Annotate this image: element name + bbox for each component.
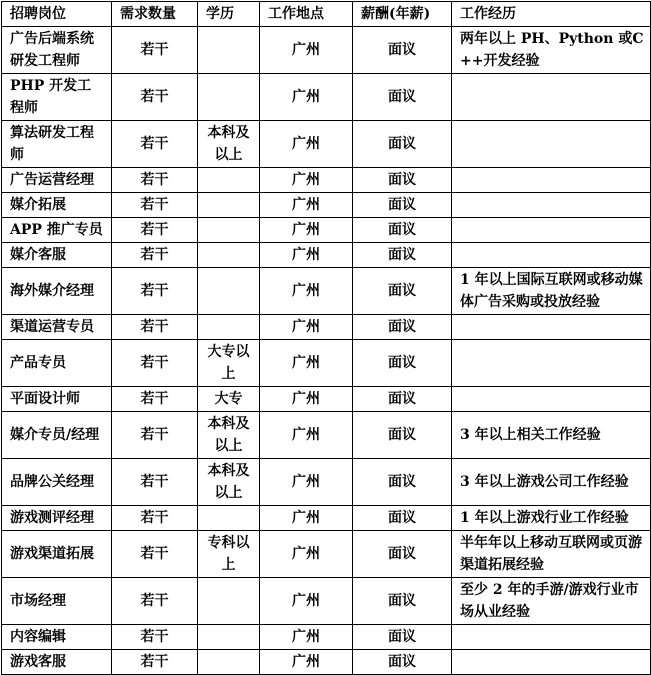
cell-position: 游戏客服 (2, 650, 112, 675)
cell-position: 产品专员 (2, 340, 112, 387)
cell-quantity: 若干 (112, 459, 198, 506)
table-row (2, 315, 651, 340)
cell-position: PHP 开发工程师 (2, 74, 112, 121)
cell-position: 平面设计师 (2, 387, 112, 412)
cell-education (198, 315, 260, 340)
cell-salary: 面议 (353, 121, 452, 168)
cell-location: 广州 (260, 340, 353, 387)
cell-position: 广告后端系统研发工程师 (2, 27, 112, 74)
cell-experience: 1 年以上国际互联网或移动媒体广告采购或投放经验 (452, 268, 651, 315)
cell-experience (452, 387, 651, 412)
cell-quantity: 若干 (112, 650, 198, 675)
cell-quantity: 若干 (112, 506, 198, 531)
cell-experience: 两年以上 PH、Python 或C++开发经验 (452, 27, 651, 74)
cell-education (198, 193, 260, 218)
cell-education (198, 168, 260, 193)
cell-location: 广州 (260, 27, 353, 74)
cell-location: 广州 (260, 412, 353, 459)
cell-position: 游戏渠道拓展 (2, 531, 112, 578)
cell-position: 媒介客服 (2, 243, 112, 268)
cell-salary: 面议 (353, 650, 452, 675)
cell-education (198, 243, 260, 268)
cell-position: APP 推广专员 (2, 218, 112, 243)
cell-position: 内容编辑 (2, 625, 112, 650)
cell-salary: 面议 (353, 506, 452, 531)
cell-position: 媒介拓展 (2, 193, 112, 218)
cell-education (198, 218, 260, 243)
cell-salary: 面议 (353, 243, 452, 268)
cell-salary: 面议 (353, 168, 452, 193)
cell-location: 广州 (260, 531, 353, 578)
cell-education: 专科以上 (198, 531, 260, 578)
cell-position: 媒介专员/经理 (2, 412, 112, 459)
cell-education (198, 578, 260, 625)
cell-location: 广州 (260, 243, 353, 268)
cell-salary: 面议 (353, 74, 452, 121)
cell-education (198, 650, 260, 675)
cell-location: 广州 (260, 506, 353, 531)
cell-location: 广州 (260, 193, 353, 218)
table-row (2, 531, 651, 578)
cell-experience: 3 年以上相关工作经验 (452, 412, 651, 459)
cell-location: 广州 (260, 168, 353, 193)
cell-education: 本科及以上 (198, 459, 260, 506)
cell-location: 广州 (260, 387, 353, 412)
cell-location: 广州 (260, 268, 353, 315)
cell-education: 大专 (198, 387, 260, 412)
cell-experience (452, 168, 651, 193)
cell-experience (452, 650, 651, 675)
cell-position: 品牌公关经理 (2, 459, 112, 506)
cell-position: 算法研发工程师 (2, 121, 112, 168)
cell-education (198, 506, 260, 531)
cell-education (198, 74, 260, 121)
table-row (2, 27, 651, 74)
cell-education (198, 27, 260, 74)
table-row (2, 218, 651, 243)
cell-position: 游戏测评经理 (2, 506, 112, 531)
cell-salary: 面议 (353, 27, 452, 74)
table-row (2, 168, 651, 193)
cell-salary: 面议 (353, 340, 452, 387)
cell-quantity: 若干 (112, 578, 198, 625)
header-experience: 工作经历 (452, 2, 651, 27)
cell-education: 本科及以上 (198, 412, 260, 459)
cell-position: 市场经理 (2, 578, 112, 625)
job-table (1, 1, 651, 675)
cell-experience (452, 340, 651, 387)
cell-quantity: 若干 (112, 268, 198, 315)
cell-quantity: 若干 (112, 387, 198, 412)
cell-education (198, 625, 260, 650)
cell-location: 广州 (260, 315, 353, 340)
cell-salary: 面议 (353, 193, 452, 218)
table-row (2, 387, 651, 412)
cell-location: 广州 (260, 625, 353, 650)
cell-quantity: 若干 (112, 625, 198, 650)
cell-experience: 3 年以上游戏公司工作经验 (452, 459, 651, 506)
cell-salary: 面议 (353, 459, 452, 506)
cell-quantity: 若干 (112, 340, 198, 387)
job-table-body (2, 2, 651, 675)
table-row (2, 625, 651, 650)
header-salary: 薪酬(年薪) (353, 2, 452, 27)
cell-education: 本科及以上 (198, 121, 260, 168)
cell-experience (452, 218, 651, 243)
cell-location: 广州 (260, 459, 353, 506)
cell-education (198, 268, 260, 315)
cell-quantity: 若干 (112, 315, 198, 340)
cell-experience (452, 74, 651, 121)
cell-quantity: 若干 (112, 168, 198, 193)
header-quantity: 需求数量 (112, 2, 198, 27)
cell-experience: 至少 2 年的手游/游戏行业市场从业经验 (452, 578, 651, 625)
cell-position: 广告运营经理 (2, 168, 112, 193)
cell-salary: 面议 (353, 268, 452, 315)
cell-location: 广州 (260, 650, 353, 675)
table-row (2, 340, 651, 387)
cell-location: 广州 (260, 578, 353, 625)
cell-quantity: 若干 (112, 243, 198, 268)
table-row (2, 459, 651, 506)
cell-experience (452, 625, 651, 650)
cell-location: 广州 (260, 121, 353, 168)
cell-experience (452, 315, 651, 340)
cell-location: 广州 (260, 74, 353, 121)
cell-position: 海外媒介经理 (2, 268, 112, 315)
cell-quantity: 若干 (112, 412, 198, 459)
header-location: 工作地点 (260, 2, 353, 27)
cell-quantity: 若干 (112, 193, 198, 218)
cell-quantity: 若干 (112, 531, 198, 578)
header-row (2, 2, 651, 27)
cell-experience (452, 121, 651, 168)
cell-salary: 面议 (353, 578, 452, 625)
cell-quantity: 若干 (112, 27, 198, 74)
table-row (2, 506, 651, 531)
cell-salary: 面议 (353, 387, 452, 412)
table-row (2, 412, 651, 459)
cell-salary: 面议 (353, 412, 452, 459)
cell-location: 广州 (260, 218, 353, 243)
cell-experience: 半年年以上移动互联网或页游渠道拓展经验 (452, 531, 651, 578)
table-row (2, 268, 651, 315)
cell-salary: 面议 (353, 218, 452, 243)
table-row (2, 74, 651, 121)
cell-experience (452, 243, 651, 268)
cell-quantity: 若干 (112, 121, 198, 168)
cell-quantity: 若干 (112, 74, 198, 121)
table-row (2, 193, 651, 218)
table-row (2, 121, 651, 168)
cell-experience (452, 193, 651, 218)
cell-salary: 面议 (353, 531, 452, 578)
header-education: 学历 (198, 2, 260, 27)
table-row (2, 650, 651, 675)
cell-quantity: 若干 (112, 218, 198, 243)
cell-experience: 1 年以上游戏行业工作经验 (452, 506, 651, 531)
table-row (2, 578, 651, 625)
cell-salary: 面议 (353, 625, 452, 650)
header-position: 招聘岗位 (2, 2, 112, 27)
cell-position: 渠道运营专员 (2, 315, 112, 340)
cell-education: 大专以上 (198, 340, 260, 387)
cell-salary: 面议 (353, 315, 452, 340)
table-row (2, 243, 651, 268)
